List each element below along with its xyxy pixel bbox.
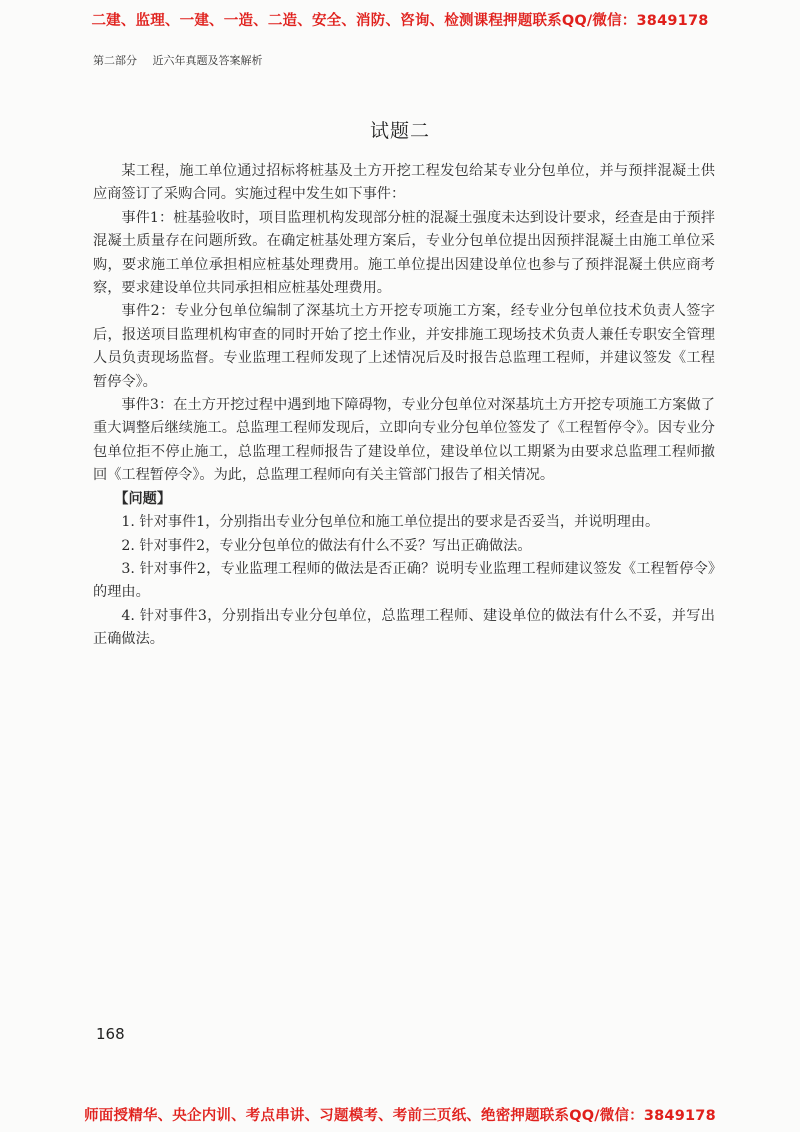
running-header bbox=[93, 52, 263, 68]
event-2-paragraph: 事件2：专业分包单位编制了深基坑土方开挖专项施工方案，经专业分包单位技术负责人签字后，报送项目监理机构审查的同时开始了挖土作业，并安排施工现场技术负责人兼任专职安全管理人员负责现场监督。专业监理工程师发现了上述情况后及时报告总监理工程师，并建议签发《工程暂停令》。 bbox=[93, 303, 715, 390]
question-1: 1. 针对事件1，分别指出专业分包单位和施工单位提出的要求是否妥当，并说明理由。 bbox=[121, 514, 660, 531]
intro-paragraph: 某工程，施工单位通过招标将桩基及土方开挖工程发包给某专业分包单位，并与预拌混凝土供应商签订了采购合同。实施过程中发生如下事件： bbox=[93, 163, 715, 203]
page-title: 试题二 bbox=[369, 120, 430, 142]
bottom-ad-banner: 师面授精华、央企内训、考点串讲、习题模考、考前三页纸、绝密押题联系QQ/微信：3849178 bbox=[84, 1108, 716, 1124]
top-ad-banner: 二建、监理、一建、一造、二造、安全、消防、咨询、检测课程押题联系QQ/微信：3849178 bbox=[91, 13, 709, 29]
question-4: 4. 针对事件3，分别指出专业分包单位，总监理工程师、建设单位的做法有什么不妥，并写出正确做法。 bbox=[93, 607, 715, 648]
header-part: 第二部分 bbox=[93, 54, 137, 67]
event-3-paragraph: 事件3：在土方开挖过程中遇到地下障碍物，专业分包单位对深基坑土方开挖专项施工方案做了重大调整后继续施工。总监理工程师发现后，立即向专业分包单位签发了《工程暂停令》。因专业分包单位拒不停止施工，总监理工程师报告了建设单位，建设单位以工期紧为由要求总监理工程师撤回《工程暂停令》。为此，总监理工程师向有关主管部门报告了相关情况。 bbox=[93, 397, 715, 484]
questions-heading: 【问题】 bbox=[114, 490, 172, 507]
body-text bbox=[93, 160, 715, 652]
question-2: 2. 针对事件2，专业分包单位的做法有什么不妥？写出正确做法。 bbox=[121, 537, 532, 554]
page-number: 168 bbox=[96, 1025, 125, 1043]
question-3: 3. 针对事件2，专业监理工程师的做法是否正确？说明专业监理工程师建议签发《工程暂停令》的理由。 bbox=[93, 560, 715, 601]
event-1-paragraph: 事件1：桩基验收时，项目监理机构发现部分桩的混凝土强度未达到设计要求，经查是由于预拌混凝土质量存在问题所致。在确定桩基处理方案后，专业分包单位提出因预拌混凝土由施工单位采购，要求施工单位承担相应桩基处理费用。施工单位提出因建设单位也参与了预拌混凝土供应商考察，要求建设单位共同承担相应桩基处理费用。 bbox=[93, 209, 715, 297]
header-section: 近六年真题及答案解析 bbox=[152, 54, 263, 67]
